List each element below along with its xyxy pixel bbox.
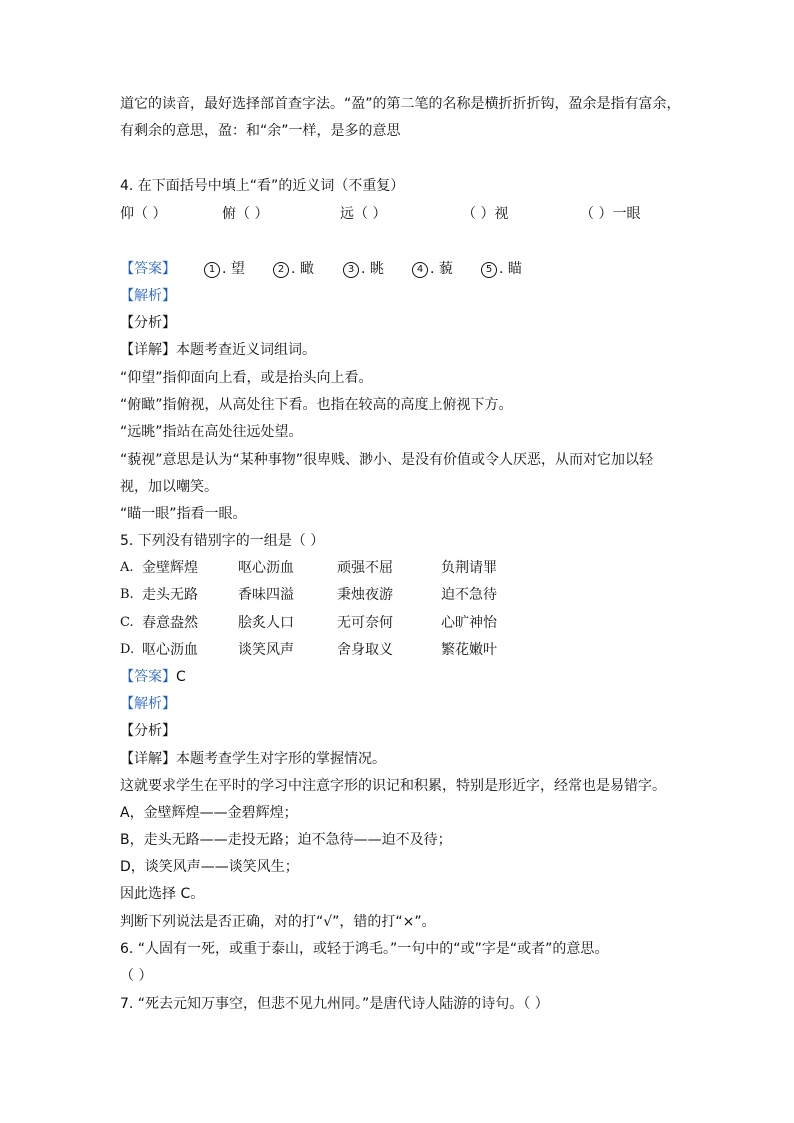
circled-number: 5 [481,262,497,278]
q5-explain-line: D，谈笑风声——谈笑风生； [120,859,299,875]
q4-answer-2: 2 . 瞰 [273,259,314,279]
q4-explain-line: “俯瞰”指俯视，从高处往下看。也指在较高的高度上俯视下方。 [120,397,513,413]
q4-question: 4. 在下面括号中填上“看”的近义词（不重复） [120,178,405,194]
q5-option-word: 迫不急待 [441,587,497,603]
q5-option-word: 舍身取义 [337,642,393,658]
q5-option-word: 呕心沥血 [142,642,198,658]
circled-number: 1 [204,262,220,278]
q4-explain-line: “藐视”意思是认为“某种事物”很卑贱、渺小、是没有价值或令人厌恶，从而对它加以轻 [120,452,654,468]
circled-number: 4 [412,262,428,278]
q4-blank: 远（ ） [340,206,387,222]
q5-fenxi-tag: 【分析】 [120,723,176,739]
answer-tag: 【答案】 [120,669,176,685]
q5-option-label: A. [120,560,134,575]
q5-explain-line: 这就要求学生在平时的学习中注意字形的识记和积累，特别是形近字，经常也是易错字。 [120,778,666,794]
q6-line-2: （ ） [120,968,153,984]
q5-option-label: D. [120,642,135,657]
q4-detail [120,340,316,360]
q4-answer-5: 5 . 瞄 [481,259,522,279]
detail-text: 本题考查近义词组词。 [176,342,316,358]
q5-explain-line: B，走头无路——走投无路；迫不急待——迫不及待； [120,832,452,848]
answer-value: C [176,669,186,685]
q4-explain-line: 视，加以嘲笑。 [120,479,218,495]
q5-option-word: 秉烛夜游 [337,587,393,603]
answer-word: 眺 [369,261,384,277]
q5-option-word: 心旷神怡 [441,615,497,631]
q4-answer-4: 4 . 藐 [412,259,453,279]
q5-option-word: 脍炙人口 [238,615,294,631]
q5-option-word: 春意盎然 [142,615,198,631]
q5-detail [120,749,386,769]
q6-line-1: 6. “人固有一死，或重于泰山，或轻于鸿毛。”一句中的“或”字是“或者”的意思。 [120,941,609,957]
q4-explain-line: “瞄一眼”指看一眼。 [120,506,247,522]
q5-option-label: C. [120,615,134,630]
answer-word: 望 [230,261,245,277]
answer-word: 藐 [438,261,453,277]
q5-option-word: 金壁辉煌 [142,560,198,576]
q5-answer [120,667,186,687]
q4-answer-tag: 【答案】 [120,261,176,277]
q5-option-word: 无可奈何 [337,615,393,631]
q4-explain-line: “远眺”指站在高处往远处望。 [120,424,303,440]
q7-question: 7. “死去元知万事空，但悲不见九州同。”是唐代诗人陆游的诗句。（ ） [120,996,549,1012]
q5-option-word: 谈笑风声 [238,642,294,658]
q5-option-word: 顽强不屈 [337,560,393,576]
q4-analysis-tag: 【解析】 [120,288,176,304]
q5-option-word: 繁花嫩叶 [441,642,497,658]
q5-option-word: 呕心沥血 [238,560,294,576]
detail-tag: 【详解】 [120,751,176,767]
intro-line-2: 有剩余的意思，盈：和“余”一样，是多的意思 [120,123,401,139]
q5-analysis-tag: 【解析】 [120,696,176,712]
circled-number: 2 [273,262,289,278]
q5-explain-line: 因此选择 C。 [120,886,205,902]
intro-line-1: 道它的读音，最好选择部首查字法。“盈”的第二笔的名称是横折折折钩，盈余是指有富余， [120,96,681,112]
q5-explain-line: A，金壁辉煌——金碧辉煌； [120,805,298,821]
q4-blank: （ ）一眼 [580,206,641,222]
q4-fenxi-tag: 【分析】 [120,315,176,331]
q4-blank: 仰（ ） [120,206,167,222]
q5-question: 5. 下列没有错别字的一组是（ ） [120,533,325,549]
q4-answer-1: 1 . 望 [204,259,245,279]
q5-option-label: B. [120,587,134,602]
q4-answer-3: 3 . 眺 [343,259,384,279]
answer-word: 瞰 [299,261,314,277]
detail-text: 本题考查学生对字形的掌握情况。 [176,751,386,767]
q4-blank: 俯（ ） [222,206,269,222]
q5-option-word: 负荆请罪 [441,560,497,576]
q4-blank: （ ）视 [462,206,509,222]
detail-tag: 【详解】 [120,342,176,358]
circled-number: 3 [343,262,359,278]
answer-word: 瞄 [507,261,522,277]
q4-explain-line: “仰望”指仰面向上看，或是抬头向上看。 [120,370,373,386]
q5-option-word: 香味四溢 [238,587,294,603]
q5-option-word: 走头无路 [142,587,198,603]
judge-instruction: 判断下列说法是否正确，对的打“√”，错的打“×”。 [120,914,436,930]
